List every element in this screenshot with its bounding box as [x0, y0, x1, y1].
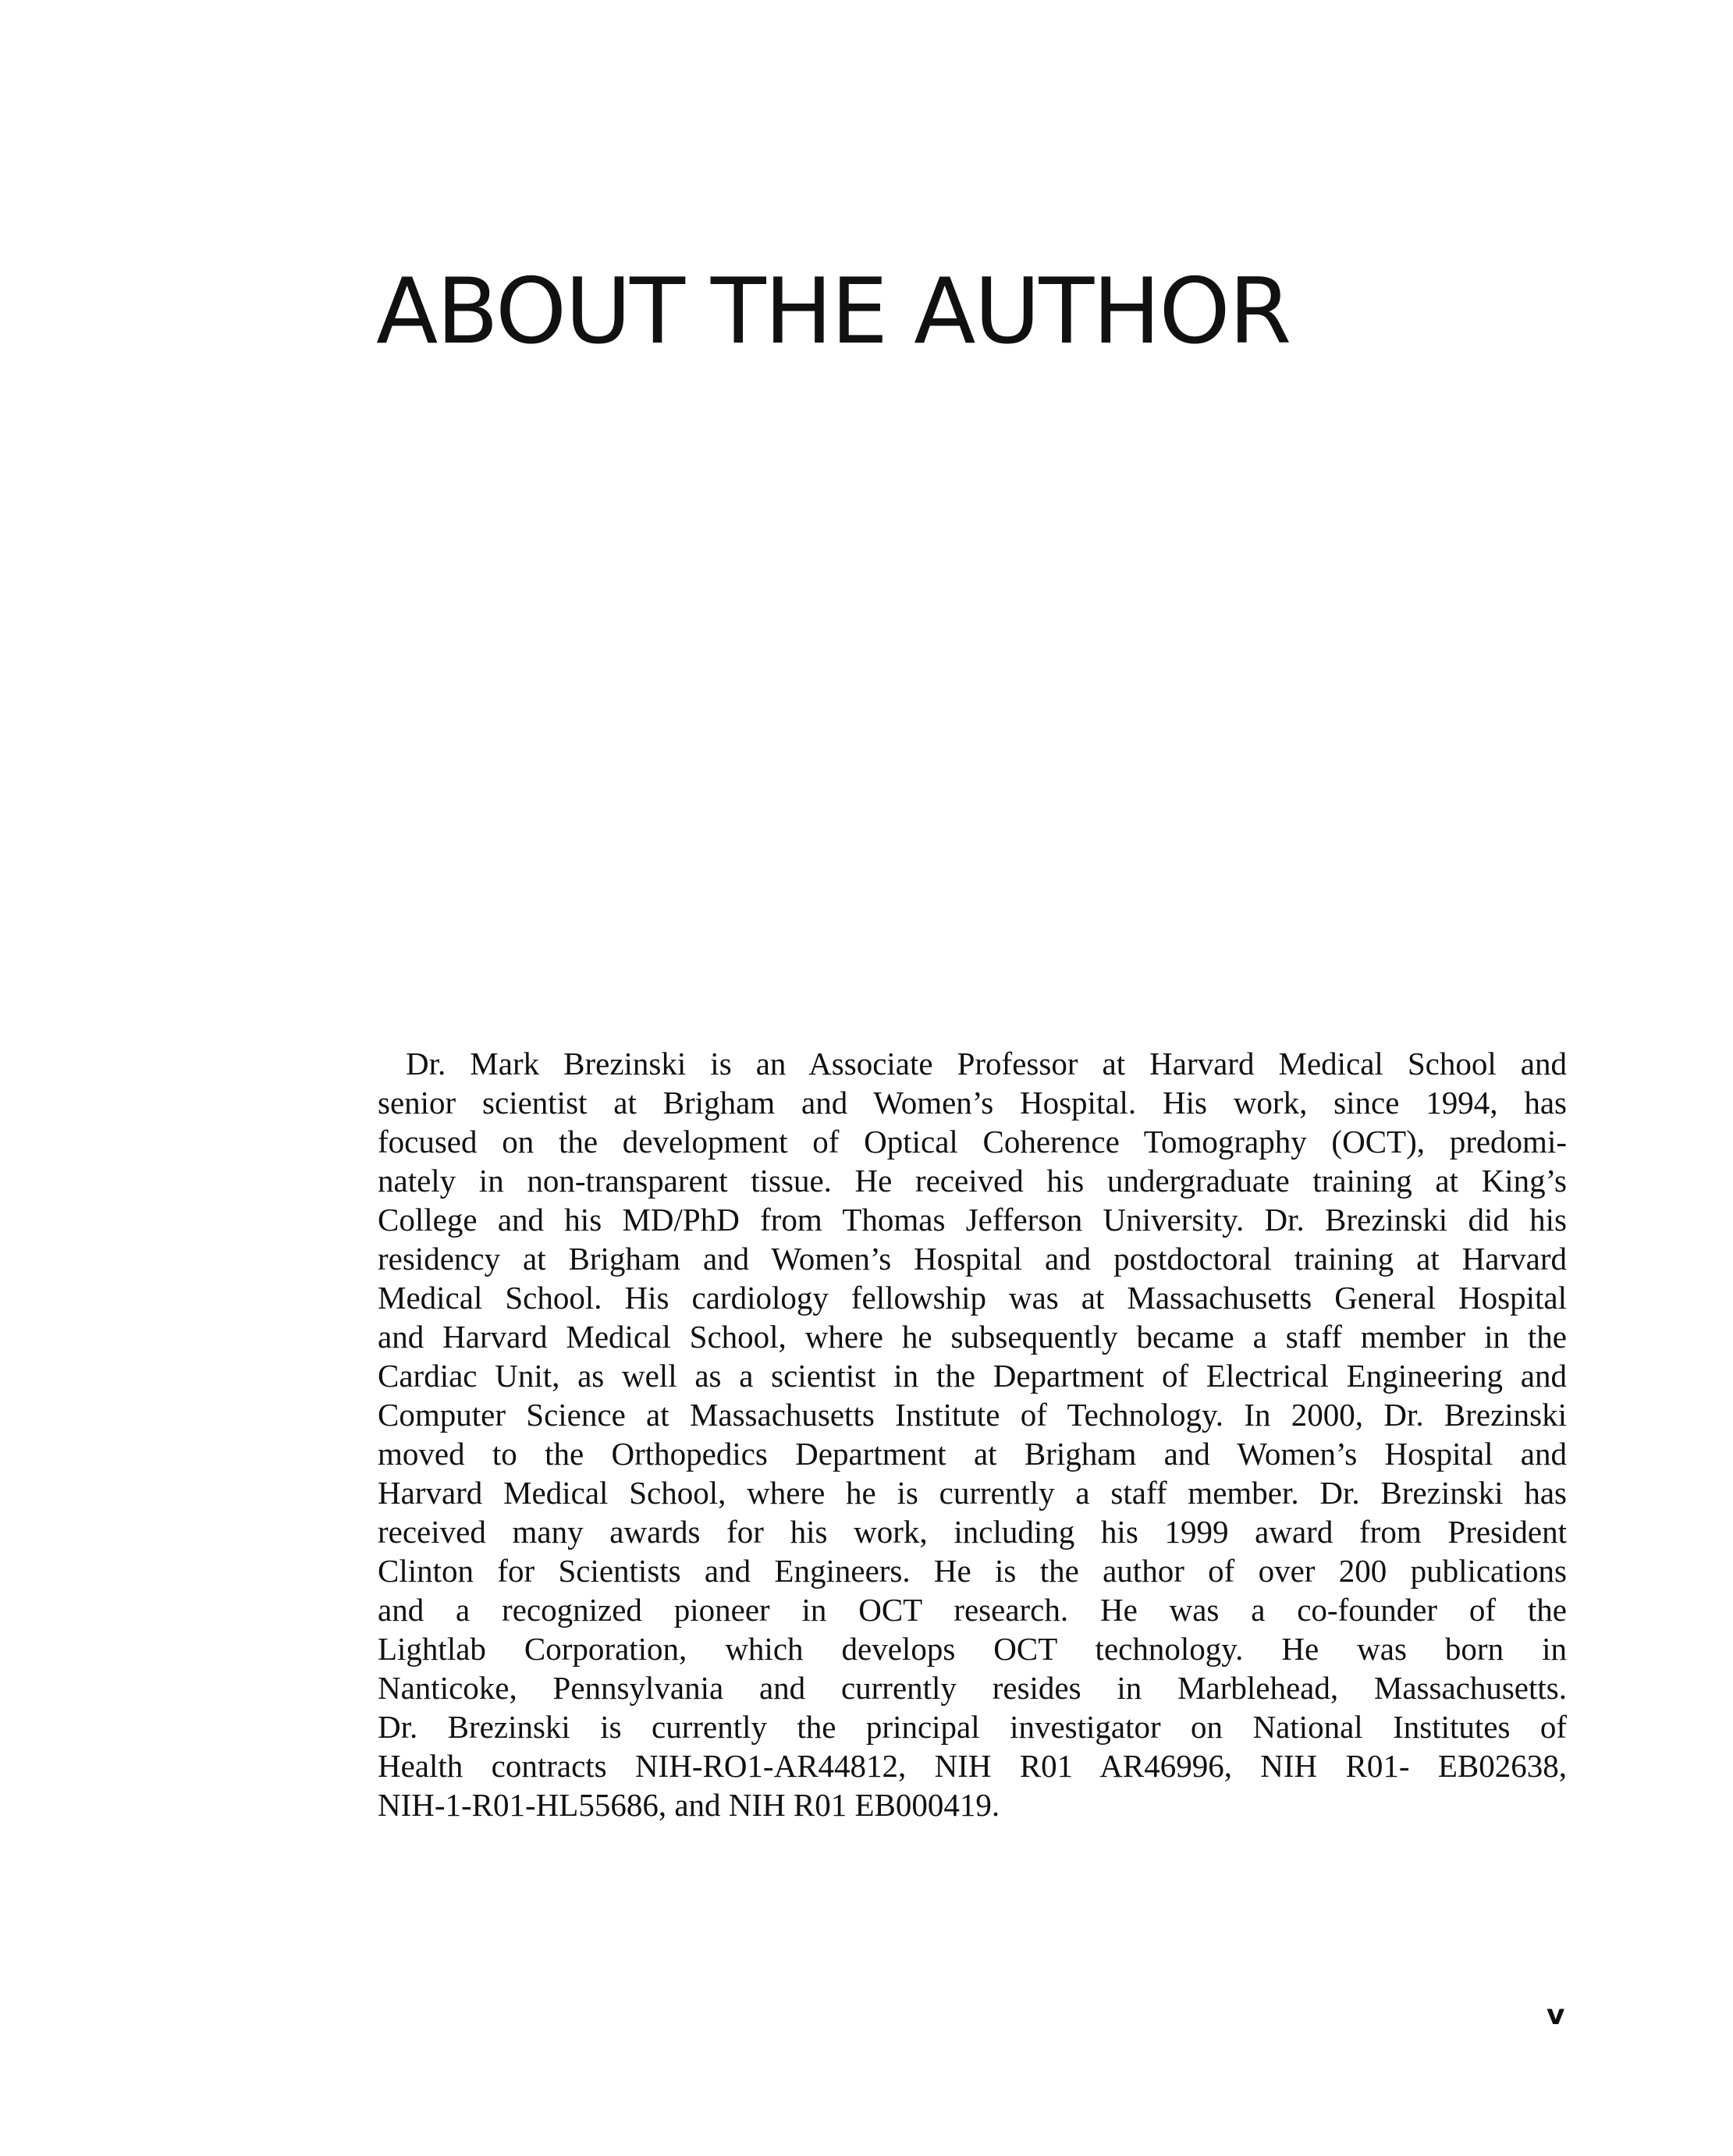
biography-line: moved to the Orthopedics Department at Brigham and Women’s Hospital and [378, 1436, 1567, 1472]
biography-line: College and his MD/PhD from Thomas Jefferson University. Dr. Brezinski did his [378, 1202, 1567, 1238]
biography-line: senior scientist at Brigham and Women’s Hospital. His work, since 1994, has [378, 1085, 1567, 1121]
page-number: v [1547, 1999, 1565, 2031]
biography-line: Health contracts NIH-RO1-AR44812, NIH R01 AR46996, NIH R01- EB02638, [378, 1748, 1567, 1784]
biography-line: Computer Science at Massachusetts Institute of Technology. In 2000, Dr. Brezinski [378, 1397, 1567, 1433]
biography-line: and Harvard Medical School, where he subsequently became a staff member in the [378, 1319, 1567, 1355]
biography-line: Clinton for Scientists and Engineers. He is the author of over 200 publications [378, 1553, 1567, 1589]
biography-line: focused on the development of Optical Coherence Tomography (OCT), predomi- [378, 1124, 1567, 1160]
page-title: ABOUT THE AUTHOR [376, 259, 1291, 364]
biography-line: residency at Brigham and Women’s Hospital and postdoctoral training at Harvard [378, 1241, 1567, 1277]
biography-line: Harvard Medical School, where he is currently a staff member. Dr. Brezinski has [378, 1475, 1567, 1511]
biography-line: nately in non-transparent tissue. He received his undergraduate training at King’s [378, 1163, 1567, 1199]
biography-line: Medical School. His cardiology fellowship was at Massachusetts General Hospital [378, 1280, 1567, 1316]
biography-line: Dr. Brezinski is currently the principal investigator on National Institutes of [378, 1709, 1567, 1745]
biography-line: Nanticoke, Pennsylvania and currently resides in Marblehead, Massachusetts. [378, 1670, 1567, 1706]
biography-line: Dr. Mark Brezinski is an Associate Professor at Harvard Medical School and [406, 1046, 1567, 1082]
biography-line: Lightlab Corporation, which develops OCT technology. He was born in [378, 1631, 1567, 1667]
biography-line: and a recognized pioneer in OCT research. He was a co-founder of the [378, 1592, 1567, 1628]
biography-line: NIH-1-R01-HL55686, and NIH R01 EB000419. [378, 1787, 1000, 1823]
biography-line: received many awards for his work, including his 1999 award from President [378, 1514, 1567, 1550]
biography-line: Cardiac Unit, as well as a scientist in the Department of Electrical Engineering and [378, 1358, 1567, 1394]
author-biography [378, 1044, 1567, 1824]
